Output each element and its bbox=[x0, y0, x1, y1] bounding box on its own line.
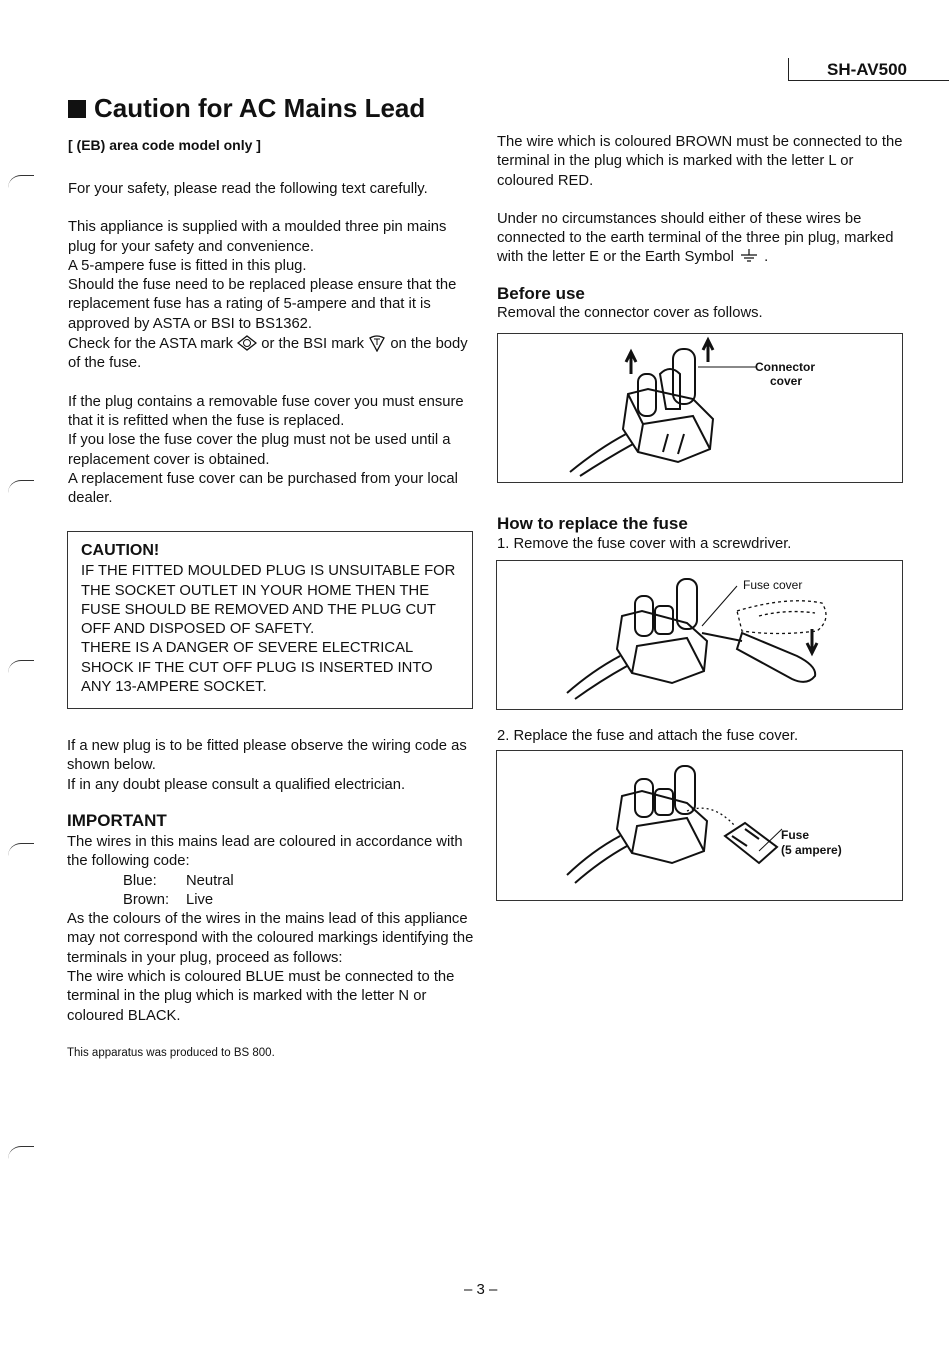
bsi-text: or the BSI mark bbox=[261, 336, 365, 353]
remove-fuse-cover-figure bbox=[496, 560, 903, 710]
margin-mark bbox=[8, 843, 34, 856]
subtitle: [ (EB) area code model only ] bbox=[68, 137, 261, 153]
important-heading: IMPORTANT bbox=[67, 811, 167, 830]
replace-fuse-figure bbox=[496, 750, 903, 901]
model-tag bbox=[788, 58, 949, 81]
step-1-text: 1. Remove the fuse cover with a screwdriver. bbox=[497, 536, 792, 552]
fuse-body-text: on the body of the fuse. bbox=[68, 336, 468, 372]
right-column-text bbox=[497, 133, 905, 268]
code-blue-key: Blue: bbox=[123, 872, 157, 889]
fuse-cover-purchase: A replacement fuse cover can be purchased from your local dealer. bbox=[68, 470, 458, 507]
fuse-replacement: Should the fuse need to be replaced please ensure that the replacement fuse has a rating of 5-ampere and that it is approved by ASTA or BSI to BS1362. bbox=[68, 277, 457, 332]
code-brown-value: Live bbox=[186, 891, 214, 908]
fuse-replacement-illustration bbox=[497, 751, 902, 900]
margin-mark bbox=[8, 175, 34, 188]
fuse-cover-refit: If the plug contains a removable fuse cover you must ensure that it is refitted when the fuse is replaced. bbox=[68, 393, 464, 429]
page-title bbox=[68, 93, 425, 124]
bsi-kitemark-icon bbox=[368, 334, 386, 352]
brown-wire-rule: The wire which is coloured BROWN must be connected to the terminal in the plug which is marked with the letter L or coloured RED. bbox=[497, 134, 903, 189]
new-plug-text bbox=[67, 737, 475, 795]
caution-text-2: THERE IS A DANGER OF SEVERE ELECTRICAL SHOCK IF THE CUT OFF PLUG IS INSERTED INTO ANY 13-AMPERE SOCKET. bbox=[81, 640, 433, 696]
step-2-text: 2. Replace the fuse and attach the fuse cover. bbox=[497, 728, 799, 744]
code-brown-key: Brown: bbox=[123, 891, 170, 908]
margin-mark bbox=[8, 660, 34, 673]
cover-label: cover bbox=[770, 374, 803, 388]
safety-intro: For your safety, please read the following text carefully. bbox=[68, 181, 428, 197]
code-blue-value: Neutral bbox=[186, 872, 234, 889]
wire-code-intro: The wires in this mains lead are coloured in accordance with the following code: bbox=[67, 834, 463, 870]
code-blue-row bbox=[67, 872, 475, 891]
earth-symbol-icon bbox=[738, 249, 760, 263]
page-title-text: Caution for AC Mains Lead bbox=[94, 93, 426, 123]
plug-supplied: This appliance is supplied with a moulded three pin mains plug for your safety and convenience. bbox=[68, 219, 447, 255]
caution-heading: CAUTION! bbox=[81, 542, 160, 559]
how-to-replace-heading: How to replace the fuse bbox=[497, 514, 688, 533]
model-number: SH-AV500 bbox=[827, 60, 907, 79]
caution-text-1: IF THE FITTED MOULDED PLUG IS UNSUITABLE FOR THE SOCKET OUTLET IN YOUR HOME THEN THE FUSE SHOULD BE REMOVED AND THE PLUG CUT OFF AND DISPOSED OF SAFETY. bbox=[81, 563, 456, 638]
page-number: – 3 – bbox=[464, 1281, 498, 1298]
margin-mark bbox=[8, 480, 34, 493]
asta-mark-icon bbox=[237, 335, 257, 351]
fuse-cover-label: Fuse cover bbox=[743, 578, 803, 592]
screwdriver-illustration bbox=[497, 561, 902, 709]
fuse-label: Fuse bbox=[781, 828, 810, 842]
removal-text: Removal the connector cover as follows. bbox=[497, 305, 763, 321]
caution-box bbox=[67, 531, 473, 709]
margin-mark bbox=[8, 1146, 34, 1159]
plug-connector-illustration bbox=[498, 334, 902, 482]
connector-label: Connector bbox=[755, 360, 815, 374]
left-column-intro bbox=[68, 180, 476, 508]
code-brown-row bbox=[67, 891, 475, 910]
fuse-rating-label: (5 ampere) bbox=[781, 843, 842, 857]
important-body bbox=[67, 833, 475, 1026]
fuse-cover-lost: If you lose the fuse cover the plug must not be used until a replacement cover is obtained. bbox=[68, 432, 451, 468]
check-marks bbox=[68, 334, 476, 374]
colours-mismatch: As the colours of the wires in the mains lead of this appliance may not correspond with the coloured markings identifying the terminals in your plug, proceed as follows: bbox=[67, 911, 474, 966]
blue-wire-rule: The wire which is coloured BLUE must be connected to the terminal in the plug which is marked with the letter N or coloured BLACK. bbox=[67, 969, 455, 1024]
title-bullet-icon bbox=[68, 100, 86, 118]
consult-electrician: If in any doubt please consult a qualified electrician. bbox=[67, 776, 406, 793]
bs-footnote: This apparatus was produced to BS 800. bbox=[67, 1047, 275, 1059]
fuse-fitted: A 5-ampere fuse is fitted in this plug. bbox=[68, 257, 307, 274]
earth-warning-text: Under no circumstances should either of these wires be connected to the earth terminal of the three pin plug, marked with the letter E or the Earth Symbol bbox=[497, 210, 894, 266]
asta-text: Check for the ASTA mark bbox=[68, 336, 234, 353]
connector-cover-figure bbox=[497, 333, 903, 483]
new-plug-wiring: If a new plug is to be fitted please observe the wiring code as shown below. bbox=[67, 738, 467, 774]
earth-warning: Under no circumstances should either of these wires be connected to the earth terminal of the three pin plug, marked with the letter E or the Earth Symbol . bbox=[497, 210, 894, 266]
before-use-heading: Before use bbox=[497, 284, 585, 303]
